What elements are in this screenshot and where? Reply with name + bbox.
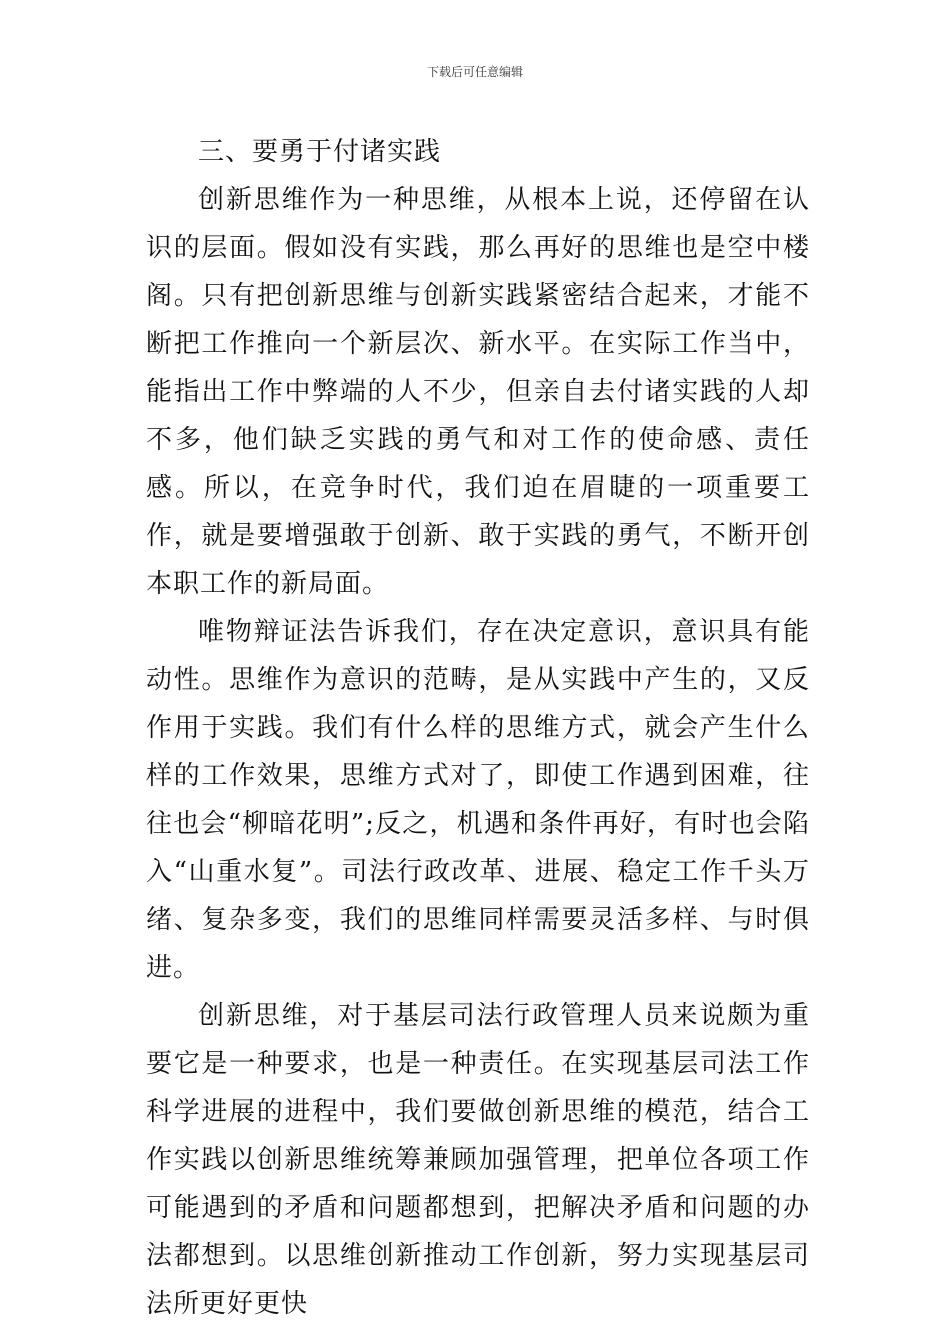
paragraph-practice: 创新思维作为一种思维，从根本上说，还停留在认识的层面。假如没有实践，那么再好的思维也是空中楼阁。只有把创新思维与创新实践紧密结合起来，才能不断把工作推向一个新层次、新水平。在实际工作当中，能指出工作中弊端的人不少，但亲自去付诸实践的人却不多，他们缺乏实践的勇气和对工作的使命感、责任感。所以，在竞争时代，我们迫在眉睫的一项重要工作，就是要增强敢于创新、敢于实践的勇气，不断开创本职工作的新局面。 <box>146 185 810 599</box>
section-heading: 三、要勇于付诸实践 <box>198 137 442 167</box>
paragraph-innovation: 创新思维，对于基层司法行政管理人员来说颇为重要它是一种要求，也是一种责任。在实现基层司法工作科学进展的进程中，我们要做创新思维的模范，结合工作实践以创新思维统筹兼顾加强管理，把单位各项工作可能遇到的矛盾和问题都想到，把解决矛盾和问题的办法都想到。以思维创新推动工作创新，努力实现基层司法所更好更快 <box>146 1001 810 1319</box>
document-body <box>146 128 810 1328</box>
paragraph-dialectics: 唯物辩证法告诉我们，存在决定意识，意识具有能动性。思维作为意识的范畴，是从实践中产生的，又反作用于实践。我们有什么样的思维方式，就会产生什么样的工作效果，思维方式对了，即使工作遇到困难，往往也会“柳暗花明”;反之，机遇和条件再好，有时也会陷入“山重水复”。司法行政改革、进展、稳定工作千头万绪、复杂多变，我们的思维同样需要灵活多样、与时俱进。 <box>146 617 810 983</box>
page-header-note: 下载后可任意编辑 <box>426 65 523 79</box>
